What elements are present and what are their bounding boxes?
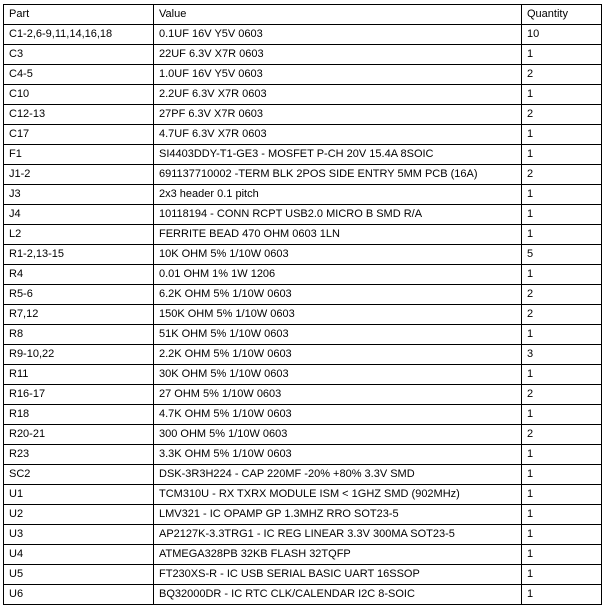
table-row	[4, 185, 602, 205]
cell-part: R1-2,13-15	[4, 245, 154, 265]
table-row	[4, 65, 602, 85]
cell-quantity: 2	[522, 65, 602, 85]
cell-value: 27 OHM 5% 1/10W 0603	[154, 385, 522, 405]
cell-value: 691137710002 -TERM BLK 2POS SIDE ENTRY 5MM PCB (16A)	[154, 165, 522, 185]
table-body	[4, 25, 602, 605]
table-row	[4, 405, 602, 425]
cell-value: AP2127K-3.3TRG1 - IC REG LINEAR 3.3V 300MA SOT23-5	[154, 525, 522, 545]
table-row	[4, 265, 602, 285]
cell-part: J1-2	[4, 165, 154, 185]
cell-value: 10118194 - CONN RCPT USB2.0 MICRO B SMD R/A	[154, 205, 522, 225]
cell-value: 2.2K OHM 5% 1/10W 0603	[154, 345, 522, 365]
cell-part: R11	[4, 365, 154, 385]
table-row	[4, 505, 602, 525]
cell-part: U5	[4, 565, 154, 585]
cell-quantity: 1	[522, 485, 602, 505]
cell-quantity: 1	[522, 205, 602, 225]
cell-quantity: 1	[522, 405, 602, 425]
cell-value: FT230XS-R - IC USB SERIAL BASIC UART 16SSOP	[154, 565, 522, 585]
cell-quantity: 1	[522, 45, 602, 65]
cell-value: 3.3K OHM 5% 1/10W 0603	[154, 445, 522, 465]
cell-value: SI4403DDY-T1-GE3 - MOSFET P-CH 20V 15.4A 8SOIC	[154, 145, 522, 165]
cell-part: R20-21	[4, 425, 154, 445]
cell-part: R9-10,22	[4, 345, 154, 365]
cell-quantity: 1	[522, 505, 602, 525]
cell-quantity: 1	[522, 565, 602, 585]
table-row	[4, 165, 602, 185]
cell-value: 1.0UF 16V Y5V 0603	[154, 65, 522, 85]
cell-value: 27PF 6.3V X7R 0603	[154, 105, 522, 125]
cell-quantity: 2	[522, 385, 602, 405]
column-header-quantity: Quantity	[522, 5, 602, 25]
cell-value: FERRITE BEAD 470 OHM 0603 1LN	[154, 225, 522, 245]
cell-quantity: 1	[522, 85, 602, 105]
cell-value: TCM310U - RX TXRX MODULE ISM < 1GHZ SMD (902MHz)	[154, 485, 522, 505]
cell-part: C12-13	[4, 105, 154, 125]
cell-part: L2	[4, 225, 154, 245]
table-row	[4, 485, 602, 505]
table-row	[4, 465, 602, 485]
cell-quantity: 1	[522, 465, 602, 485]
cell-value: 51K OHM 5% 1/10W 0603	[154, 325, 522, 345]
cell-part: U2	[4, 505, 154, 525]
cell-part: R23	[4, 445, 154, 465]
cell-quantity: 5	[522, 245, 602, 265]
cell-value: 0.01 OHM 1% 1W 1206	[154, 265, 522, 285]
cell-quantity: 2	[522, 165, 602, 185]
cell-part: U4	[4, 545, 154, 565]
cell-quantity: 2	[522, 105, 602, 125]
cell-value: DSK-3R3H224 - CAP 220MF -20% +80% 3.3V SMD	[154, 465, 522, 485]
cell-part: C3	[4, 45, 154, 65]
table-row	[4, 225, 602, 245]
cell-part: R16-17	[4, 385, 154, 405]
cell-part: F1	[4, 145, 154, 165]
cell-value: 300 OHM 5% 1/10W 0603	[154, 425, 522, 445]
cell-part: C1-2,6-9,11,14,16,18	[4, 25, 154, 45]
table-row	[4, 45, 602, 65]
table-row	[4, 545, 602, 565]
cell-part: U6	[4, 585, 154, 605]
table-header	[4, 5, 602, 25]
table-row	[4, 345, 602, 365]
cell-part: R4	[4, 265, 154, 285]
table-header-row	[4, 5, 602, 25]
cell-value: 30K OHM 5% 1/10W 0603	[154, 365, 522, 385]
table-row	[4, 145, 602, 165]
column-header-value: Value	[154, 5, 522, 25]
table-row	[4, 85, 602, 105]
cell-part: J3	[4, 185, 154, 205]
cell-quantity: 1	[522, 445, 602, 465]
table-row	[4, 445, 602, 465]
cell-quantity: 3	[522, 345, 602, 365]
table-row	[4, 365, 602, 385]
cell-part: SC2	[4, 465, 154, 485]
cell-value: 6.2K OHM 5% 1/10W 0603	[154, 285, 522, 305]
table-row	[4, 105, 602, 125]
table-row	[4, 525, 602, 545]
cell-value: 4.7K OHM 5% 1/10W 0603	[154, 405, 522, 425]
cell-quantity: 1	[522, 145, 602, 165]
cell-part: R8	[4, 325, 154, 345]
cell-quantity: 1	[522, 325, 602, 345]
cell-quantity: 2	[522, 285, 602, 305]
cell-value: 4.7UF 6.3V X7R 0603	[154, 125, 522, 145]
table-row	[4, 325, 602, 345]
table-row	[4, 25, 602, 45]
cell-part: R7,12	[4, 305, 154, 325]
cell-value: 22UF 6.3V X7R 0603	[154, 45, 522, 65]
cell-part: C10	[4, 85, 154, 105]
table-row	[4, 205, 602, 225]
cell-value: LMV321 - IC OPAMP GP 1.3MHZ RRO SOT23-5	[154, 505, 522, 525]
cell-value: 150K OHM 5% 1/10W 0603	[154, 305, 522, 325]
table-row	[4, 565, 602, 585]
cell-quantity: 1	[522, 265, 602, 285]
cell-quantity: 1	[522, 365, 602, 385]
cell-quantity: 10	[522, 25, 602, 45]
table-row	[4, 385, 602, 405]
cell-quantity: 1	[522, 125, 602, 145]
cell-quantity: 1	[522, 525, 602, 545]
column-header-part: Part	[4, 5, 154, 25]
table-row	[4, 285, 602, 305]
cell-value: ATMEGA328PB 32KB FLASH 32TQFP	[154, 545, 522, 565]
cell-quantity: 2	[522, 425, 602, 445]
table-row	[4, 245, 602, 265]
cell-part: U3	[4, 525, 154, 545]
cell-part: R5-6	[4, 285, 154, 305]
cell-part: C4-5	[4, 65, 154, 85]
cell-quantity: 1	[522, 225, 602, 245]
table-row	[4, 305, 602, 325]
bom-table	[3, 4, 602, 605]
table-row	[4, 585, 602, 605]
cell-value: 10K OHM 5% 1/10W 0603	[154, 245, 522, 265]
cell-part: U1	[4, 485, 154, 505]
cell-part: R18	[4, 405, 154, 425]
cell-value: 2.2UF 6.3V X7R 0603	[154, 85, 522, 105]
cell-quantity: 1	[522, 585, 602, 605]
table-row	[4, 425, 602, 445]
cell-quantity: 1	[522, 185, 602, 205]
cell-part: J4	[4, 205, 154, 225]
table-row	[4, 125, 602, 145]
cell-quantity: 2	[522, 305, 602, 325]
cell-value: 0.1UF 16V Y5V 0603	[154, 25, 522, 45]
cell-part: C17	[4, 125, 154, 145]
cell-value: BQ32000DR - IC RTC CLK/CALENDAR I2C 8-SOIC	[154, 585, 522, 605]
cell-value: 2x3 header 0.1 pitch	[154, 185, 522, 205]
cell-quantity: 1	[522, 545, 602, 565]
